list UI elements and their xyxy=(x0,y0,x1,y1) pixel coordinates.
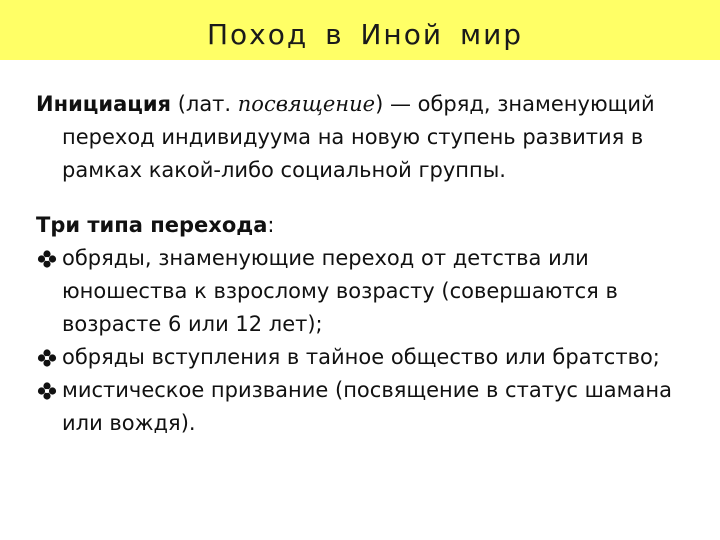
types-heading-label: Три типа перехода xyxy=(36,213,268,237)
definition-paragraph xyxy=(36,88,700,187)
diamond-bullet-icon xyxy=(36,348,58,368)
latin-prefix: (лат. xyxy=(177,92,238,116)
list-item-text: мистическое призвание (посвящение в статус шамана или вождя). xyxy=(62,378,672,435)
list-item xyxy=(36,242,700,341)
types-heading xyxy=(36,209,700,242)
definition-term: Инициация xyxy=(36,92,172,116)
latin-translation: посвящение xyxy=(237,92,376,116)
list-item xyxy=(36,374,700,440)
latin-suffix: ) xyxy=(375,92,384,116)
list-item-text: обряды вступления в тайное общество или братство; xyxy=(62,345,660,369)
slide-title: Поход в Иной мир xyxy=(206,17,524,51)
list-item xyxy=(36,341,700,374)
slide-content xyxy=(36,88,700,440)
definition-text: — обряд, знаменующий переход индивидуума на новую ступень развития в рамках какой-либо социальной группы. xyxy=(62,92,655,182)
diamond-bullet-icon xyxy=(36,249,58,269)
diamond-bullet-icon xyxy=(36,381,58,401)
types-heading-colon: : xyxy=(267,213,275,237)
types-list xyxy=(36,242,700,440)
list-item-text: обряды, знаменующие переход от детства или юношества к взрослому возрасту (совершаются в возрасте 6 или 12 лет); xyxy=(62,246,618,336)
slide-title-bar xyxy=(0,0,720,60)
